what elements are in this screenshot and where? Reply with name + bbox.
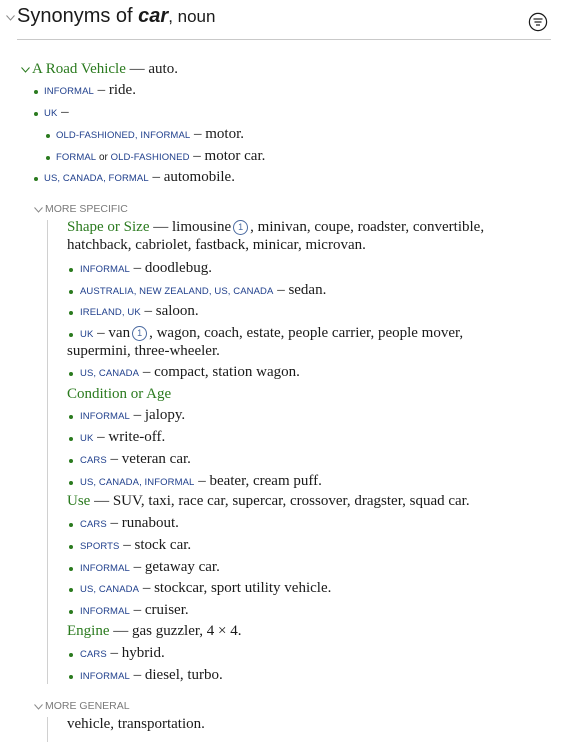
synonym[interactable]: – motor car.: [189, 148, 266, 164]
header-divider: [17, 39, 551, 40]
synonym[interactable]: , wagon, coach, estate, people carrier, people mover,: [149, 325, 464, 341]
subsense-heading[interactable]: Shape or Size: [67, 219, 150, 235]
synonym[interactable]: – cruiser.: [129, 602, 189, 618]
synonym[interactable]: – motor.: [190, 126, 245, 142]
bullet: [69, 333, 73, 337]
synonym[interactable]: – getaway car.: [129, 559, 220, 575]
bullet: [69, 653, 73, 657]
more-specific-heading[interactable]: MORE SPECIFIC: [45, 203, 128, 215]
list-item: [80, 558, 220, 578]
bullet: [46, 156, 50, 160]
synonym[interactable]: – runabout.: [106, 515, 179, 531]
list-item: [80, 450, 191, 470]
or-text: or: [96, 152, 111, 163]
list-item: [80, 644, 165, 664]
bullet: [69, 372, 73, 376]
synonym[interactable]: – jalopy.: [129, 407, 186, 423]
synonym[interactable]: – diesel, turbo.: [129, 667, 223, 683]
usage-label[interactable]: OLD-FASHIONED: [110, 152, 190, 163]
bullet: [69, 610, 73, 614]
usage-label[interactable]: US, CANADA: [80, 368, 140, 379]
bullet: [69, 481, 73, 485]
bullet: [69, 290, 73, 294]
chevron-down-icon[interactable]: [21, 67, 30, 73]
list-item: [80, 472, 322, 492]
section-rule: [47, 220, 48, 684]
header: [0, 0, 562, 40]
usage-label[interactable]: INFORMAL: [44, 86, 94, 97]
subsense-heading[interactable]: Engine: [67, 623, 110, 639]
usage-label[interactable]: AUSTRALIA, NEW ZEALAND, US, CANADA: [80, 286, 274, 297]
chevron-down-icon[interactable]: [6, 15, 15, 21]
usage-label[interactable]: INFORMAL: [80, 671, 130, 682]
list-item: [56, 147, 265, 167]
synonym[interactable]: – veteran car.: [106, 451, 191, 467]
synonym-line[interactable]: hatchback, cabriolet, fastback, minicar, microvan.: [67, 237, 366, 253]
synonym[interactable]: – stockcar, sport utility vehicle.: [139, 580, 332, 596]
sense-number-badge[interactable]: 1: [233, 220, 248, 235]
synonym[interactable]: – van: [93, 325, 131, 341]
bullet: [69, 588, 73, 592]
sense-number-badge[interactable]: 1: [132, 326, 147, 341]
synonym[interactable]: – compact, station wagon.: [139, 364, 300, 380]
usage-label[interactable]: INFORMAL: [80, 606, 130, 617]
bullet: [69, 567, 73, 571]
list-item: [80, 259, 212, 279]
list-item: [80, 514, 179, 534]
bullet: [69, 311, 73, 315]
page-title: [17, 5, 215, 28]
headword: car: [138, 5, 169, 27]
bullet: [69, 523, 73, 527]
dash: —: [90, 493, 113, 509]
usage-label[interactable]: UK: [80, 329, 94, 340]
bullet: [34, 90, 38, 94]
usage-label[interactable]: INFORMAL: [80, 563, 130, 574]
synonym-line[interactable]: supermini, three-wheeler.: [67, 343, 220, 359]
bullet: [69, 675, 73, 679]
subsense-use: [67, 492, 470, 511]
list-item: [80, 406, 185, 426]
list-item: [80, 536, 191, 556]
sense-road-vehicle: [32, 60, 178, 79]
list-item: [56, 125, 244, 145]
synonym[interactable]: – hybrid.: [106, 645, 165, 661]
synonym[interactable]: limousine: [171, 219, 232, 235]
synonym[interactable]: gas guzzler, 4 × 4.: [132, 623, 242, 639]
usage-label[interactable]: US, CANADA, INFORMAL: [80, 477, 195, 488]
synonym[interactable]: , minivan, coupe, roadster, convertible,: [250, 219, 485, 235]
list-item: [80, 324, 463, 344]
list-item: [80, 666, 223, 686]
synonym[interactable]: – write-off.: [93, 429, 166, 445]
list-item: [80, 428, 165, 448]
subsense-heading[interactable]: Use: [67, 493, 91, 509]
list-item: [44, 168, 235, 188]
usage-label[interactable]: SPORTS: [80, 541, 120, 552]
sense-heading[interactable]: A Road Vehicle: [32, 61, 126, 77]
chevron-down-icon[interactable]: [34, 704, 43, 710]
synonym[interactable]: – automobile.: [148, 169, 235, 185]
usage-label[interactable]: UK: [80, 433, 94, 444]
dash: —: [109, 623, 132, 639]
more-general-heading[interactable]: MORE GENERAL: [45, 700, 130, 712]
synonym[interactable]: – saloon.: [140, 303, 199, 319]
synonym[interactable]: auto.: [148, 61, 178, 77]
usage-label[interactable]: OLD-FASHIONED, INFORMAL: [56, 130, 191, 141]
synonym[interactable]: – sedan.: [273, 282, 327, 298]
usage-label[interactable]: IRELAND, UK: [80, 307, 141, 318]
synonym[interactable]: – ride.: [93, 82, 136, 98]
list-item: [80, 601, 189, 621]
usage-label[interactable]: CARS: [80, 455, 107, 466]
list-item: [80, 281, 326, 301]
title-prefix: Synonyms of: [17, 5, 139, 27]
dash: —: [125, 61, 149, 77]
bullet: [69, 545, 73, 549]
subsense-shape-or-size: [67, 218, 484, 237]
subsense-engine: [67, 622, 242, 641]
dash: –: [57, 104, 69, 120]
bullet: [69, 268, 73, 272]
synonym[interactable]: – stock car.: [119, 537, 192, 553]
dash: —: [149, 219, 172, 235]
list-item: [44, 81, 136, 101]
bullet: [34, 177, 38, 181]
usage-label[interactable]: INFORMAL: [80, 411, 130, 422]
synonym[interactable]: SUV, taxi, race car, supercar, crossover, dragster, squad car.: [112, 493, 470, 509]
part-of-speech: , noun: [168, 7, 216, 26]
usage-label[interactable]: UK: [44, 108, 58, 119]
section-rule: [47, 717, 48, 742]
bullet: [69, 459, 73, 463]
synonym[interactable]: – doodlebug.: [129, 260, 212, 276]
synonym-line[interactable]: vehicle, transportation.: [67, 716, 205, 732]
list-item: [44, 103, 69, 123]
menu-circle-icon[interactable]: [528, 12, 548, 32]
usage-label[interactable]: US, CANADA, FORMAL: [44, 173, 149, 184]
usage-label[interactable]: US, CANADA: [80, 584, 140, 595]
usage-label[interactable]: FORMAL: [56, 152, 97, 163]
usage-label[interactable]: INFORMAL: [80, 264, 130, 275]
usage-label[interactable]: CARS: [80, 649, 107, 660]
list-item: [80, 363, 300, 383]
usage-label[interactable]: CARS: [80, 519, 107, 530]
bullet: [69, 415, 73, 419]
synonym[interactable]: – beater, cream puff.: [194, 473, 322, 489]
chevron-down-icon[interactable]: [34, 207, 43, 213]
bullet: [46, 134, 50, 138]
bullet: [69, 437, 73, 441]
bullet: [34, 112, 38, 116]
subsense-heading[interactable]: Condition or Age: [67, 386, 172, 402]
list-item: [80, 579, 331, 599]
list-item: [80, 302, 199, 322]
